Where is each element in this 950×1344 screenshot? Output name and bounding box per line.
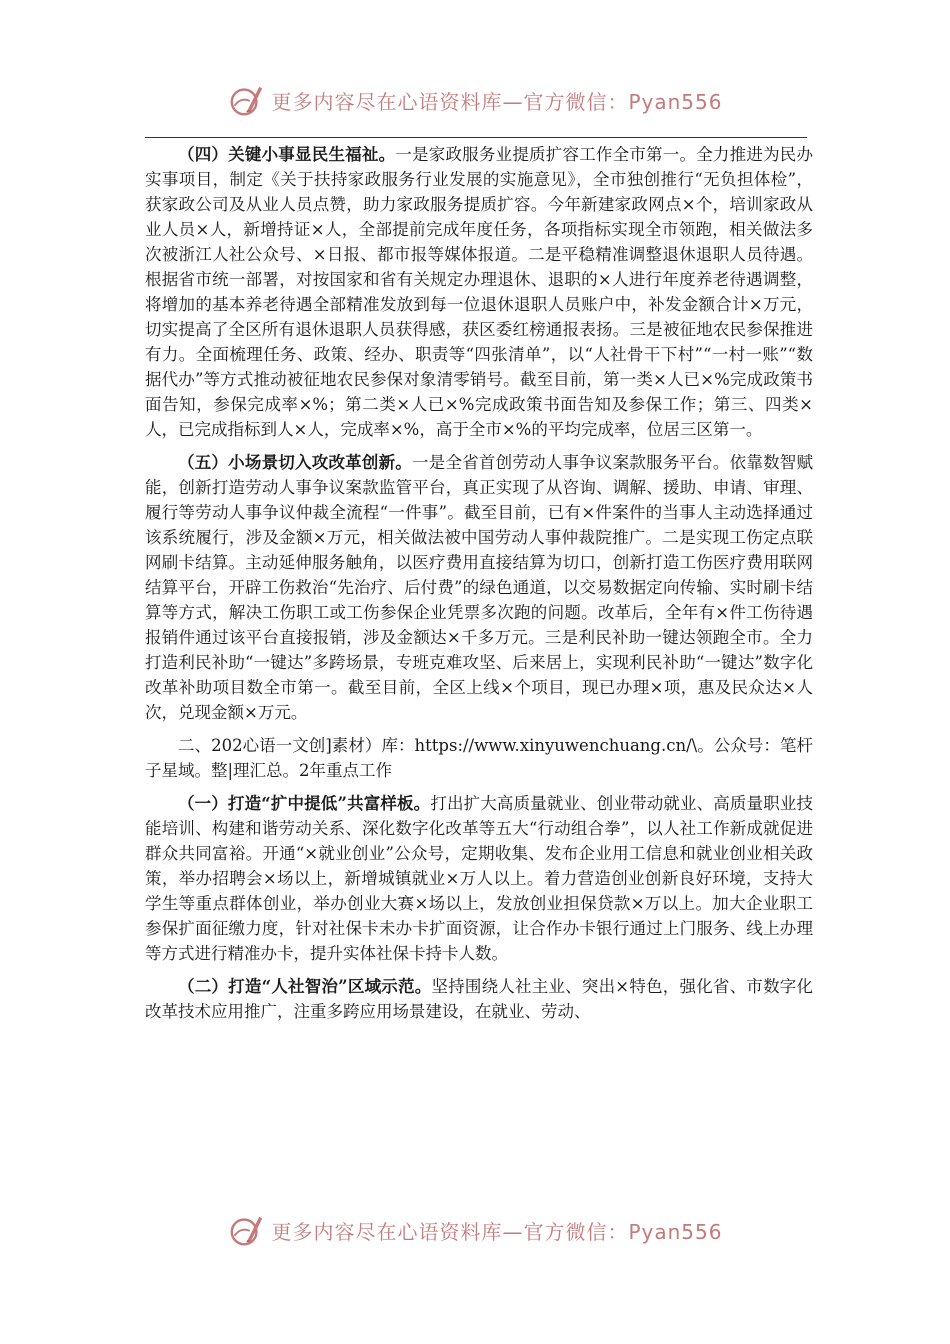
paragraph-lead: （五）小场景切入攻改革创新。 [178,453,413,472]
document-body [145,142,813,1032]
paragraph [145,450,813,725]
paragraph [145,142,813,442]
watermark-text: 更多内容尽在心语资料库—官方微信：Pyan556 [271,1219,723,1244]
paragraph-lead: （二）打造“人社智治”区域示范。 [178,977,432,996]
paragraph-lead: （四）关键小事显民生福祉。 [178,145,396,164]
paragraph-text: 打出扩大高质量就业、创业带动就业、高质量职业技能培训、构建和谐劳动关系、深化数字化改革等五大“行动组合拳”，以人社工作新成就促进群众共同富裕。开通“×就业创业”公众号，定期收集、发布企业用工信息和就业创业相关政策，举办招聘会×场以上，新增城镇就业×万人以上。着力营造创业创新良好环境，支持大学生等重点群体创业，举办创业大赛×场以上，发放创业担保贷款×万以上。加大企业职工参保扩面征缴力度，针对社保卡未办卡扩面资源，让合作办卡银行通过上门服务、线上办理等方式进行精准办卡，提升实体社保卡持卡人数。 [145,794,814,963]
watermark-text: 更多内容尽在心语资料库—官方微信：Pyan556 [271,89,723,114]
footer-watermark [0,1210,950,1250]
header-rule [145,137,807,138]
paragraph [145,791,813,966]
section-heading [145,733,813,783]
paragraph-text: 坚持围绕人社主业、突出×特色，强化省、市数字化改革技术应用推广，注重多跨应用场景建设，在就业、劳动、 [145,977,814,1021]
pen-writing-icon [227,1211,265,1249]
paragraph-text: 一是全省首创劳动人事争议案款服务平台。依靠数智赋能，创新打造劳动人事争议案款监管平台，真正实现了从咨询、调解、援助、申请、审理、履行等劳动人事争议仲裁全流程“一件事”。截至目前，已有×件案件的当事人主动选择通过该系统履行，涉及金额×万元，相关做法被中国劳动人事仲裁院推广。二是实现工伤定点联网刷卡结算。主动延伸服务触角，以医疗费用直接结算为切口，创新打造工伤医疗费用联网结算平台，开辟工伤救治“先治疗、后付费”的绿色通道，以交易数据定向传输、实时刷卡结算等方式，解决工伤职工或工伤参保企业凭票多次跑的问题。改革后，全年有×件工伤待遇报销件通过该平台直接报销，涉及金额达×千多万元。三是利民补助一键达领跑全市。全力打造利民补助“一键达”多跨场景，专班克难攻坚、后来居上，实现利民补助“一键达”数字化改革补助项目数全市第一。截至目前，全区上线×个项目，现已办理×项，惠及民众达×人次，兑现金额×万元。 [145,453,814,722]
paragraph-text: 一是家政服务业提质扩容工作全市第一。全力推进为民办实事项目，制定《关于扶持家政服务行业发展的实施意见》，全市独创推行“无负担体检”，获家政公司及从业人员点赞，助力家政服务提质扩容。今年新建家政网点×个，培训家政从业人员×人，新增持证×人，全部提前完成年度任务，各项指标实现全市领跑，相关做法多次被浙江人社公众号、×日报、都市报等媒体报道。二是平稳精准调整退休退职人员待遇。根据省市统一部署，对按国家和省有关规定办理退休、退职的×人进行年度养老待遇调整，将增加的基本养老待遇全部精准发放到每一位退休退职人员账户中，补发金额合计×万元，切实提高了全区所有退休退职人员获得感，获区委红榜通报表扬。三是被征地农民参保推进有力。全面梳理任务、政策、经办、职责等“四张清单”，以“人社骨干下村”“一村一账”“数据代办”等方式推动被征地农民参保对象清零销号。截至目前，第一类×人已×%完成政策书面告知，参保完成率×%；第二类×人已×%完成政策书面告知及参保工作；第三、四类×人，已完成指标到人×人，完成率×%，高于全市×%的平均完成率，位居三区第一。 [145,145,814,439]
pen-writing-icon [227,81,265,119]
paragraph-lead: （一）打造“扩中提低”共富样板。 [178,794,431,813]
paragraph-text: 二、202心语一文创]素材）库：https://www.xinyuwenchuang.cn/\。公众号：笔杆子星域。整|理汇总。2年重点工作 [145,736,813,780]
paragraph [145,974,813,1024]
header-watermark [0,80,950,120]
